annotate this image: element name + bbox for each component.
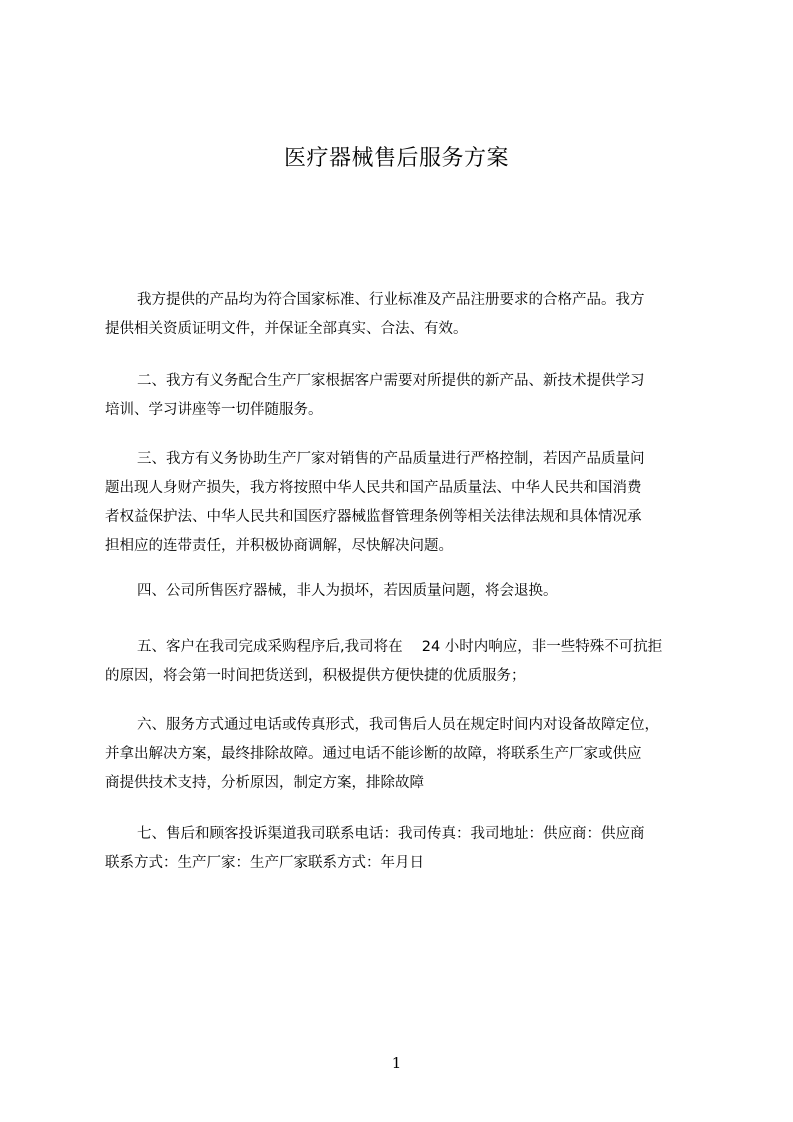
paragraph-line: 三、我方有义务协助生产厂家对销售的产品质量进行严格控制，若因产品质量问 (137, 451, 645, 467)
paragraph-line: 者权益保护法、中华人民共和国医疗器械监督管理条例等相关法律法规和具体情况承 (105, 509, 642, 525)
paragraph-1 (105, 286, 705, 344)
paragraph-line: 培训、学习讲座等一切伴随服务。 (105, 402, 323, 418)
paragraph-line: 商提供技术支持，分析原因，制定方案，排除故障 (105, 775, 424, 791)
paragraph-line: 提供相关资质证明文件，并保证全部真实、合法、有效。 (105, 321, 468, 337)
paragraph-line: 六、服务方式通过电话或传真形式，我司售后人员在规定时间内对设备故障定位， (137, 717, 659, 733)
paragraph-line: 二、我方有义务配合生产厂家根据客户需要对所提供的新产品、新技术提供学习 (137, 373, 645, 389)
paragraph-4 (105, 577, 705, 606)
page-number: 1 (391, 1054, 402, 1072)
paragraph-line: 联系方式：生产厂家：生产厂家联系方式：年月日 (105, 855, 424, 871)
paragraph-7 (105, 820, 705, 878)
paragraph-line: 的原因，将会第一时间把货送到，积极提供方便快捷的优质服务； (105, 668, 526, 684)
paragraph-5 (105, 633, 705, 691)
document-title: 医疗器械售后服务方案 (283, 146, 509, 171)
paragraph-line: 四、公司所售医疗器械，非人为损坏，若因质量问题，将会退换。 (137, 583, 558, 599)
paragraph-line: 题出现人身财产损失，我方将按照中华人民共和国产品质量法、中华人民共和国消费 (105, 480, 642, 496)
paragraph-line: 五、客户在我司完成采购程序后,我司将在 24 小时内响应，非一些特殊不可抗拒 (137, 639, 663, 655)
paragraph-line: 并拿出解决方案，最终排除故障。通过电话不能诊断的故障，将联系生产厂家或供应 (105, 746, 642, 762)
paragraph-line: 担相应的连带责任，并积极协商调解，尽快解决问题。 (105, 538, 453, 554)
paragraph-3 (105, 445, 705, 561)
paragraph-line: 七、售后和顾客投诉渠道我司联系电话：我司传真：我司地址：供应商：供应商 (137, 826, 645, 842)
paragraph-6 (105, 711, 705, 798)
paragraph-line: 我方提供的产品均为符合国家标准、行业标准及产品注册要求的合格产品。我方 (137, 292, 645, 308)
paragraph-2 (105, 367, 705, 425)
